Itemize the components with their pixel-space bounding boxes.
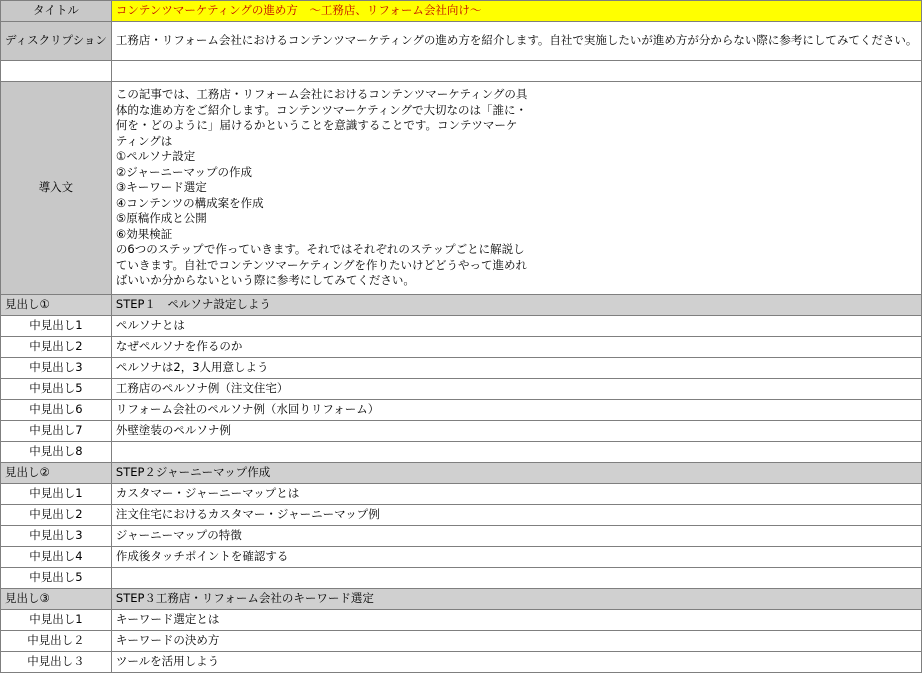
- subheading-row: [1, 610, 922, 631]
- subheading-text-cell[interactable]: なぜペルソナを作るのか: [111, 337, 922, 358]
- subheading-label-cell[interactable]: 中見出し6: [1, 400, 112, 421]
- heading-label-cell[interactable]: 見出し②: [1, 463, 112, 484]
- intro-line: ①ペルソナ設定: [115, 149, 196, 164]
- subheading-label-cell[interactable]: 中見出し２: [1, 631, 112, 652]
- spacer-row: [1, 61, 922, 82]
- subheading-text-cell[interactable]: キーワード選定とは: [111, 610, 922, 631]
- subheading-label-cell[interactable]: 中見出し1: [1, 610, 112, 631]
- subheading-row: [1, 526, 922, 547]
- intro-text: [116, 87, 918, 289]
- subheading-row: [1, 484, 922, 505]
- subheading-text-cell[interactable]: ツールを活用しよう: [111, 652, 922, 673]
- empty-cell[interactable]: [111, 61, 922, 82]
- intro-line: ③キーワード選定: [115, 180, 207, 195]
- intro-line: ていきます。自社でコンテンツマーケティングを作りたいけどどうやって進めれ: [115, 257, 528, 272]
- heading-label-cell[interactable]: 見出し③: [1, 589, 112, 610]
- description-value-cell[interactable]: 工務店・リフォーム会社におけるコンテンツマーケティングの進め方を紹介します。自社で実施したいが進め方が分からない際に参考にしてみてください。: [111, 22, 922, 61]
- subheading-text-cell[interactable]: 作成後タッチポイントを確認する: [111, 547, 922, 568]
- subheading-row: [1, 379, 922, 400]
- subheading-row: [1, 631, 922, 652]
- title-value-cell[interactable]: コンテンツマーケティングの進め方 ～工務店、リフォーム会社向け～: [111, 1, 922, 22]
- intro-label-cell[interactable]: 導入文: [1, 82, 112, 295]
- intro-line: の6つのステップで作っていきます。それではそれぞれのステップごとに解説し: [115, 242, 525, 257]
- intro-line: ⑤原稿作成と公開: [115, 211, 207, 226]
- intro-line: ばいいか分からないという際に参考にしてみてください。: [115, 273, 415, 288]
- subheading-label-cell[interactable]: 中見出し5: [1, 568, 112, 589]
- subheading-label-cell[interactable]: 中見出し2: [1, 337, 112, 358]
- intro-value-cell[interactable]: [111, 82, 922, 295]
- intro-line: ②ジャーニーマップの作成: [115, 164, 253, 179]
- subheading-row: [1, 358, 922, 379]
- subheading-row: [1, 568, 922, 589]
- subheading-label-cell[interactable]: 中見出し5: [1, 379, 112, 400]
- subheading-row: [1, 337, 922, 358]
- subheading-row: [1, 442, 922, 463]
- intro-line: ティングは: [115, 133, 173, 148]
- heading-label-cell[interactable]: 見出し①: [1, 295, 112, 316]
- subheading-row: [1, 316, 922, 337]
- subheading-text-cell[interactable]: [111, 442, 922, 463]
- subheading-label-cell[interactable]: 中見出し8: [1, 442, 112, 463]
- heading-text-cell[interactable]: STEP３工務店・リフォーム会社のキーワード選定: [111, 589, 922, 610]
- subheading-label-cell[interactable]: 中見出し3: [1, 526, 112, 547]
- heading-text-cell[interactable]: STEP１ ペルソナ設定しよう: [111, 295, 922, 316]
- heading-row: [1, 463, 922, 484]
- intro-line: この記事では、工務店・リフォーム会社におけるコンテンツマーケティングの具: [115, 87, 528, 102]
- subheading-text-cell[interactable]: リフォーム会社のペルソナ例（水回りリフォーム）: [111, 400, 922, 421]
- empty-cell[interactable]: [1, 61, 112, 82]
- subheading-row: [1, 400, 922, 421]
- subheading-text-cell[interactable]: [111, 568, 922, 589]
- subheading-label-cell[interactable]: 中見出し4: [1, 547, 112, 568]
- subheading-text-cell[interactable]: 注文住宅におけるカスタマー・ジャーニーマップ例: [111, 505, 922, 526]
- subheading-label-cell[interactable]: 中見出し3: [1, 358, 112, 379]
- intro-line: ④コンテンツの構成案を作成: [115, 195, 264, 210]
- subheading-row: [1, 652, 922, 673]
- subheading-text-cell[interactable]: 外壁塗装のペルソナ例: [111, 421, 922, 442]
- subheading-label-cell[interactable]: 中見出し３: [1, 652, 112, 673]
- subheading-label-cell[interactable]: 中見出し1: [1, 484, 112, 505]
- intro-line: ⑥効果検証: [115, 226, 173, 241]
- intro-row: [1, 82, 922, 295]
- subheading-text-cell[interactable]: キーワードの決め方: [111, 631, 922, 652]
- description-label-cell[interactable]: ディスクリプション: [1, 22, 112, 61]
- heading-text-cell[interactable]: STEP２ジャーニーマップ作成: [111, 463, 922, 484]
- subheading-row: [1, 505, 922, 526]
- subheading-label-cell[interactable]: 中見出し2: [1, 505, 112, 526]
- subheading-row: [1, 547, 922, 568]
- subheading-row: [1, 421, 922, 442]
- subheading-text-cell[interactable]: 工務店のペルソナ例（注文住宅）: [111, 379, 922, 400]
- intro-line: 何を・どのように」届けるかということを意識することです。コンテツマーケ: [115, 118, 518, 133]
- subheading-text-cell[interactable]: ジャーニーマップの特徴: [111, 526, 922, 547]
- title-label-cell[interactable]: タイトル: [1, 1, 112, 22]
- subheading-text-cell[interactable]: ペルソナは2，3人用意しよう: [111, 358, 922, 379]
- heading-row: [1, 589, 922, 610]
- description-row: [1, 22, 922, 61]
- subheading-label-cell[interactable]: 中見出し7: [1, 421, 112, 442]
- heading-row: [1, 295, 922, 316]
- intro-line: 体的な進め方をご紹介します。コンテンツマーケティングで大切なのは「誰に・: [115, 102, 528, 117]
- subheading-label-cell[interactable]: 中見出し1: [1, 316, 112, 337]
- subheading-text-cell[interactable]: ペルソナとは: [111, 316, 922, 337]
- title-row: [1, 1, 922, 22]
- subheading-text-cell[interactable]: カスタマー・ジャーニーマップとは: [111, 484, 922, 505]
